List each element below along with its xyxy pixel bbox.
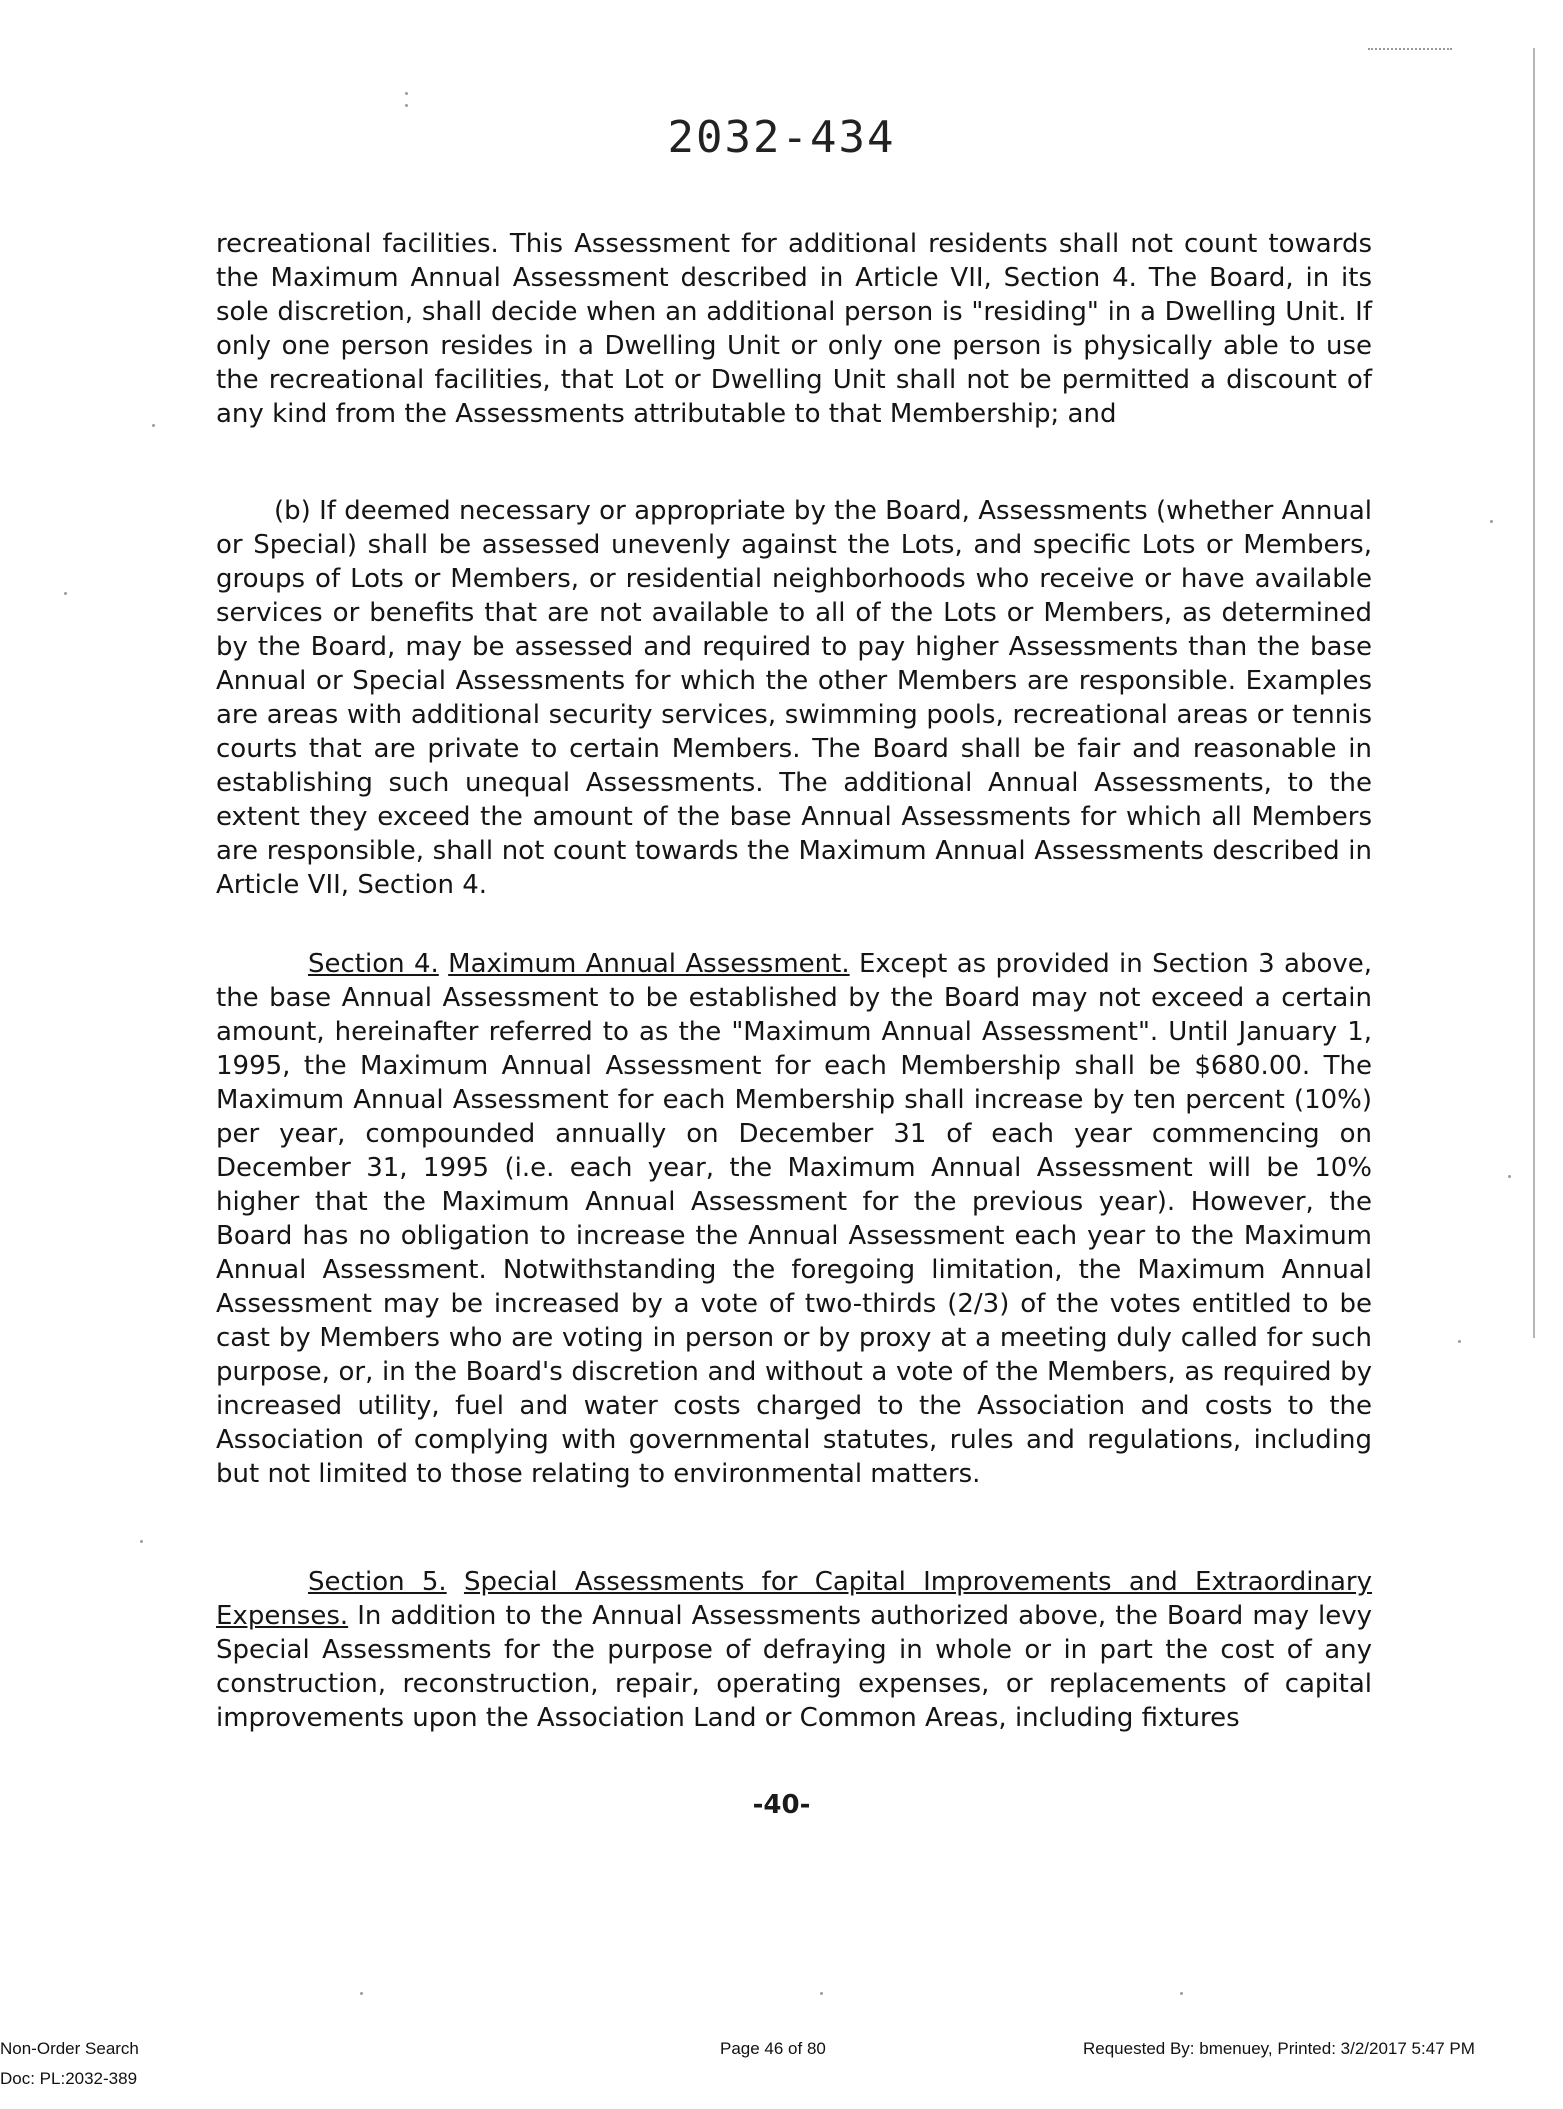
scan-speck	[140, 1540, 143, 1543]
scan-speck	[1458, 1340, 1461, 1343]
scan-speck	[405, 92, 408, 95]
section-4-label: Section 4.	[308, 949, 439, 979]
scan-speck	[1180, 1992, 1183, 1995]
section-5-text: In addition to the Annual Assessments authorized above, the Board may levy Special Assessments for the purpose of defraying in whole or in part the cost of any construction, reconstruction, repair, operating expenses, or replacements of capital improvements upon the Association Land or Common Areas, including fixtures	[216, 1601, 1372, 1733]
footer-requested-by: Requested By: bmenuey, Printed: 3/2/2017 5:47 PM	[1083, 2039, 1475, 2058]
section-4-text: Except as provided in Section 3 above, the base Annual Assessment to be established by the Board may not exceed a certain amount, hereinafter referred to as the "Maximum Annual Assessment". Until January 1, 1995, the Maximum Annual Assessment for each Membership shall be $680.00. The Maximum Annual Assessment for each Membership shall increase by ten percent (10%) per year, compounded annually on December 31 of each year commencing on December 31, 1995 (i.e. each year, the Maximum Annual Assessment will be 10% higher that the Maximum Annual Assessment for the previous year). However, the Board has no obligation to increase the Annual Assessment each year to the Maximum Annual Assessment. Notwithstanding the foregoing limitation, the Maximum Annual Assessment may be increased by a vote of two-thirds (2/3) of the votes entitled to be cast by Members who are voting in person or by proxy at a meeting duly called for such purpose, or, in the Board's discretion and without a vote of the Members, as required by increased utility, fuel and water costs charged to the Association and costs to the Association of complying with governmental statutes, rules and regulations, including but not limited to those relating to environmental matters.	[216, 949, 1373, 1489]
scan-speck	[405, 104, 408, 107]
section-4-paragraph	[216, 947, 1372, 1491]
footer-search-type: Non-Order Search	[0, 2039, 139, 2058]
footer-page-of: Page 46 of 80	[720, 2039, 826, 2058]
paragraph-recreational-facilities: recreational facilities. This Assessment for additional residents shall not count towards the Maximum Annual Assessment described in Article VII, Section 4. The Board, in its sole discretion, shall decide when an additional person is "residing" in a Dwelling Unit. If only one person resides in a Dwelling Unit or only one person is physically able to use the recreational facilities, that Lot or Dwelling Unit shall not be permitted a discount of any kind from the Assessments attributable to that Membership; and	[216, 229, 1372, 429]
scan-speck	[820, 1992, 823, 1995]
section-4-heading: Maximum Annual Assessment.	[448, 949, 850, 979]
document-number: 2032-434	[667, 112, 896, 163]
section-5-paragraph	[216, 1565, 1372, 1735]
page-number: -40-	[752, 1790, 811, 1820]
scan-speck	[152, 424, 155, 427]
section-5-heading: Special Assessments for Capital Improvements and Extraordinary Expenses.	[216, 1567, 1373, 1631]
scan-speck	[1490, 520, 1493, 523]
scan-speck	[64, 592, 67, 595]
paragraph-b-uneven-assessments: (b) If deemed necessary or appropriate by the Board, Assessments (whether Annual or Special) shall be assessed unevenly against the Lots, and specific Lots or Members, groups of Lots or Members, or residential neighborhoods who receive or have available services or benefits that are not available to all of the Lots or Members, as determined by the Board, may be assessed and required to pay higher Assessments than the base Annual or Special Assessments for which the other Members are responsible. Examples are areas with additional security services, swimming pools, recreational areas or tennis courts that are private to certain Members. The Board shall be fair and reasonable in establishing such unequal Assessments. The additional Annual Assessments, to the extent they exceed the amount of the base Annual Assessments for which all Members are responsible, shall not count towards the Maximum Annual Assessments described in Article VII, Section 4.	[216, 496, 1372, 900]
footer-doc-id: Doc: PL:2032-389	[0, 2069, 138, 2088]
scan-right-margin-line	[1533, 48, 1535, 1338]
scan-top-rule	[1368, 48, 1452, 50]
scan-speck	[1508, 1175, 1511, 1178]
scan-speck	[360, 1992, 363, 1995]
section-5-label: Section 5.	[308, 1567, 447, 1597]
